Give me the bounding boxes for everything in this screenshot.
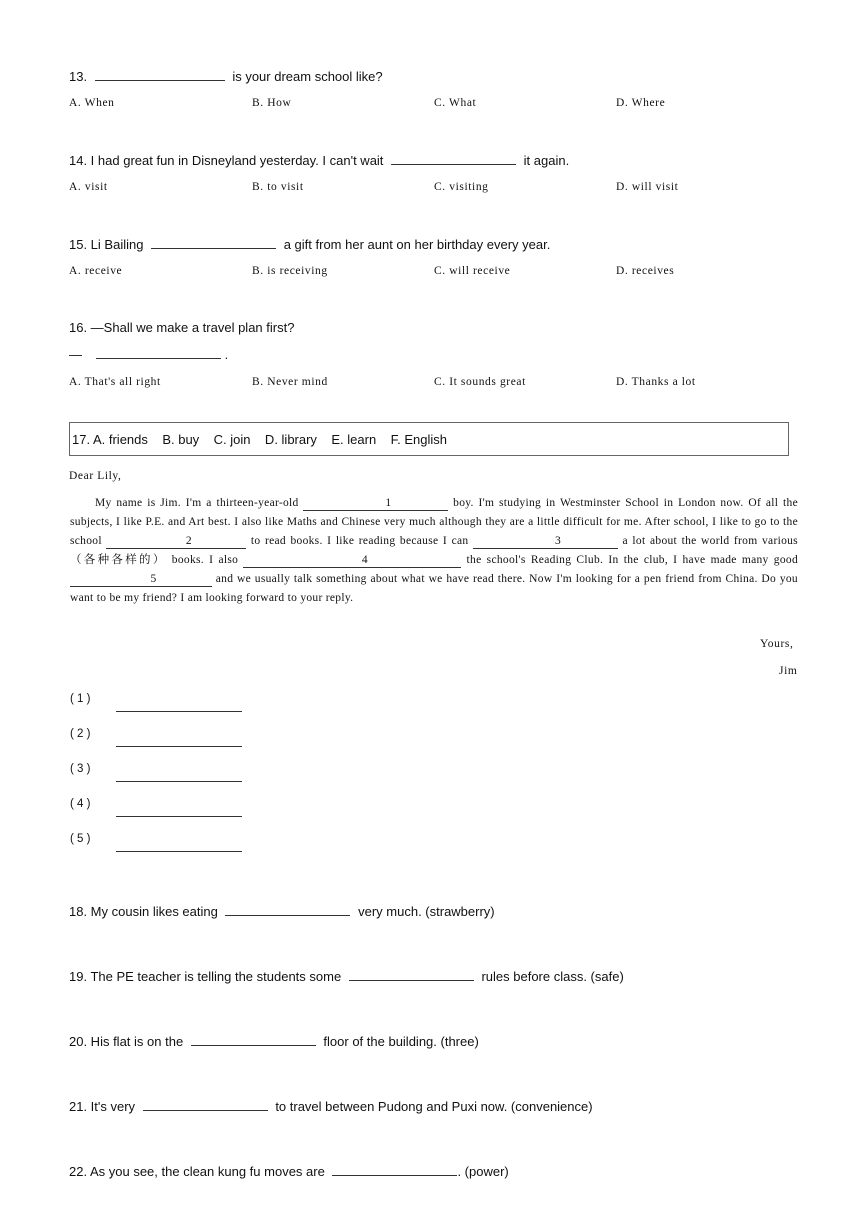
option-c[interactable]: C. will receive [434, 265, 511, 277]
answer-line-3[interactable] [116, 781, 242, 782]
question-text-end: floor of the building. (three) [323, 1034, 479, 1049]
word-box [69, 422, 789, 456]
answer-line-2[interactable] [116, 746, 242, 747]
option-d[interactable]: D. Thanks a lot [616, 376, 696, 388]
letter-closing: Yours, [760, 638, 794, 650]
option-d[interactable]: D. Where [616, 97, 666, 109]
option-d[interactable]: D. receives [616, 265, 675, 277]
letter-text: a lot about the world from various （各种各样的） books. I also [70, 535, 798, 566]
answer-blank[interactable] [95, 68, 225, 81]
letter-salutation: Dear Lily, [69, 470, 122, 482]
blank-5[interactable]: 5 [70, 572, 212, 587]
reply-end: . [224, 347, 229, 362]
question-text-end: a gift from her aunt on her birthday every year. [283, 237, 551, 252]
option-a[interactable]: A. receive [69, 265, 123, 277]
option-b[interactable]: B. is receiving [252, 265, 328, 277]
option-c[interactable]: C. It sounds great [434, 376, 526, 388]
answer-blank[interactable] [191, 1033, 316, 1046]
question-text: 21. It's very [69, 1099, 136, 1114]
option-d[interactable]: D. will visit [616, 181, 679, 193]
question-text: 15. Li Bailing [69, 237, 144, 252]
answer-blank[interactable] [332, 1163, 457, 1176]
option-a[interactable]: A. visit [69, 181, 108, 193]
option-b[interactable]: B. to visit [252, 181, 304, 193]
option-c[interactable]: C. visiting [434, 181, 489, 193]
letter-body [70, 494, 798, 608]
letter-text: boy. I'm studying in Westminster School in London now. Of all the subjects, I like P.E. and Art best. I also like Maths and Chinese very much although they are a little difficult for me. After school, I like to go to the school [70, 497, 798, 547]
option-b[interactable]: B. How [252, 97, 292, 109]
reply-dash: — [69, 347, 82, 362]
answer-label-1: ( 1 ) [70, 693, 91, 705]
question-text-end: . (power) [457, 1164, 509, 1179]
blank-3[interactable]: 3 [473, 534, 618, 549]
blank-1[interactable]: 1 [303, 496, 448, 511]
question-22 [69, 1163, 509, 1179]
answer-line-4[interactable] [116, 816, 242, 817]
answer-line-5[interactable] [116, 851, 242, 852]
question-19 [69, 968, 624, 984]
question-20 [69, 1033, 479, 1049]
question-18 [69, 903, 495, 919]
option-a[interactable]: A. When [69, 97, 115, 109]
answer-label-2: ( 2 ) [70, 728, 91, 740]
answer-blank[interactable] [143, 1098, 268, 1111]
letter-text: to read books. I like reading because I can [250, 535, 469, 547]
word-box-text: 17. A. friends B. buy C. join D. library E. learn F. English [72, 432, 447, 447]
question-14 [69, 152, 569, 168]
question-text: 18. My cousin likes eating [69, 904, 218, 919]
question-text: 20. His flat is on the [69, 1034, 184, 1049]
answer-blank[interactable] [96, 346, 221, 359]
answer-blank[interactable] [225, 903, 350, 916]
blank-2[interactable]: 2 [106, 534, 246, 549]
question-16-reply [69, 346, 228, 362]
letter-text: My name is Jim. I'm a thirteen-year-old [95, 497, 299, 509]
answer-label-3: ( 3 ) [70, 763, 91, 775]
question-16: 16. —Shall we make a travel plan first? [69, 320, 295, 335]
answer-line-1[interactable] [116, 711, 242, 712]
letter-signature: Jim [779, 665, 798, 677]
question-15 [69, 236, 550, 252]
option-c[interactable]: C. What [434, 97, 477, 109]
question-text-end: it again. [523, 153, 570, 168]
option-b[interactable]: B. Never mind [252, 376, 328, 388]
question-text: 14. I had great fun in Disneyland yesterday. I can't wait [69, 153, 384, 168]
answer-label-4: ( 4 ) [70, 798, 91, 810]
question-21 [69, 1098, 593, 1114]
letter-text: and we usually talk something about what we have read there. Now I'm looking for a pen friend from China. Do you want to be my friend? I am looking forward to your reply. [70, 573, 798, 604]
question-13 [69, 68, 383, 84]
letter-text: the school's Reading Club. In the club, I have made many good [466, 554, 798, 566]
question-number: 13. [69, 69, 88, 84]
option-a[interactable]: A. That's all right [69, 376, 161, 388]
answer-blank[interactable] [349, 968, 474, 981]
answer-blank[interactable] [151, 236, 276, 249]
answer-label-5: ( 5 ) [70, 833, 91, 845]
question-text: 22. As you see, the clean kung fu moves are [69, 1164, 325, 1179]
question-text-end: rules before class. (safe) [481, 969, 624, 984]
question-text-end: very much. (strawberry) [358, 904, 495, 919]
question-text: 19. The PE teacher is telling the students some [69, 969, 342, 984]
answer-blank[interactable] [391, 152, 516, 165]
question-text: is your dream school like? [232, 69, 383, 84]
blank-4[interactable]: 4 [243, 553, 461, 568]
question-text-end: to travel between Pudong and Puxi now. (convenience) [275, 1099, 593, 1114]
